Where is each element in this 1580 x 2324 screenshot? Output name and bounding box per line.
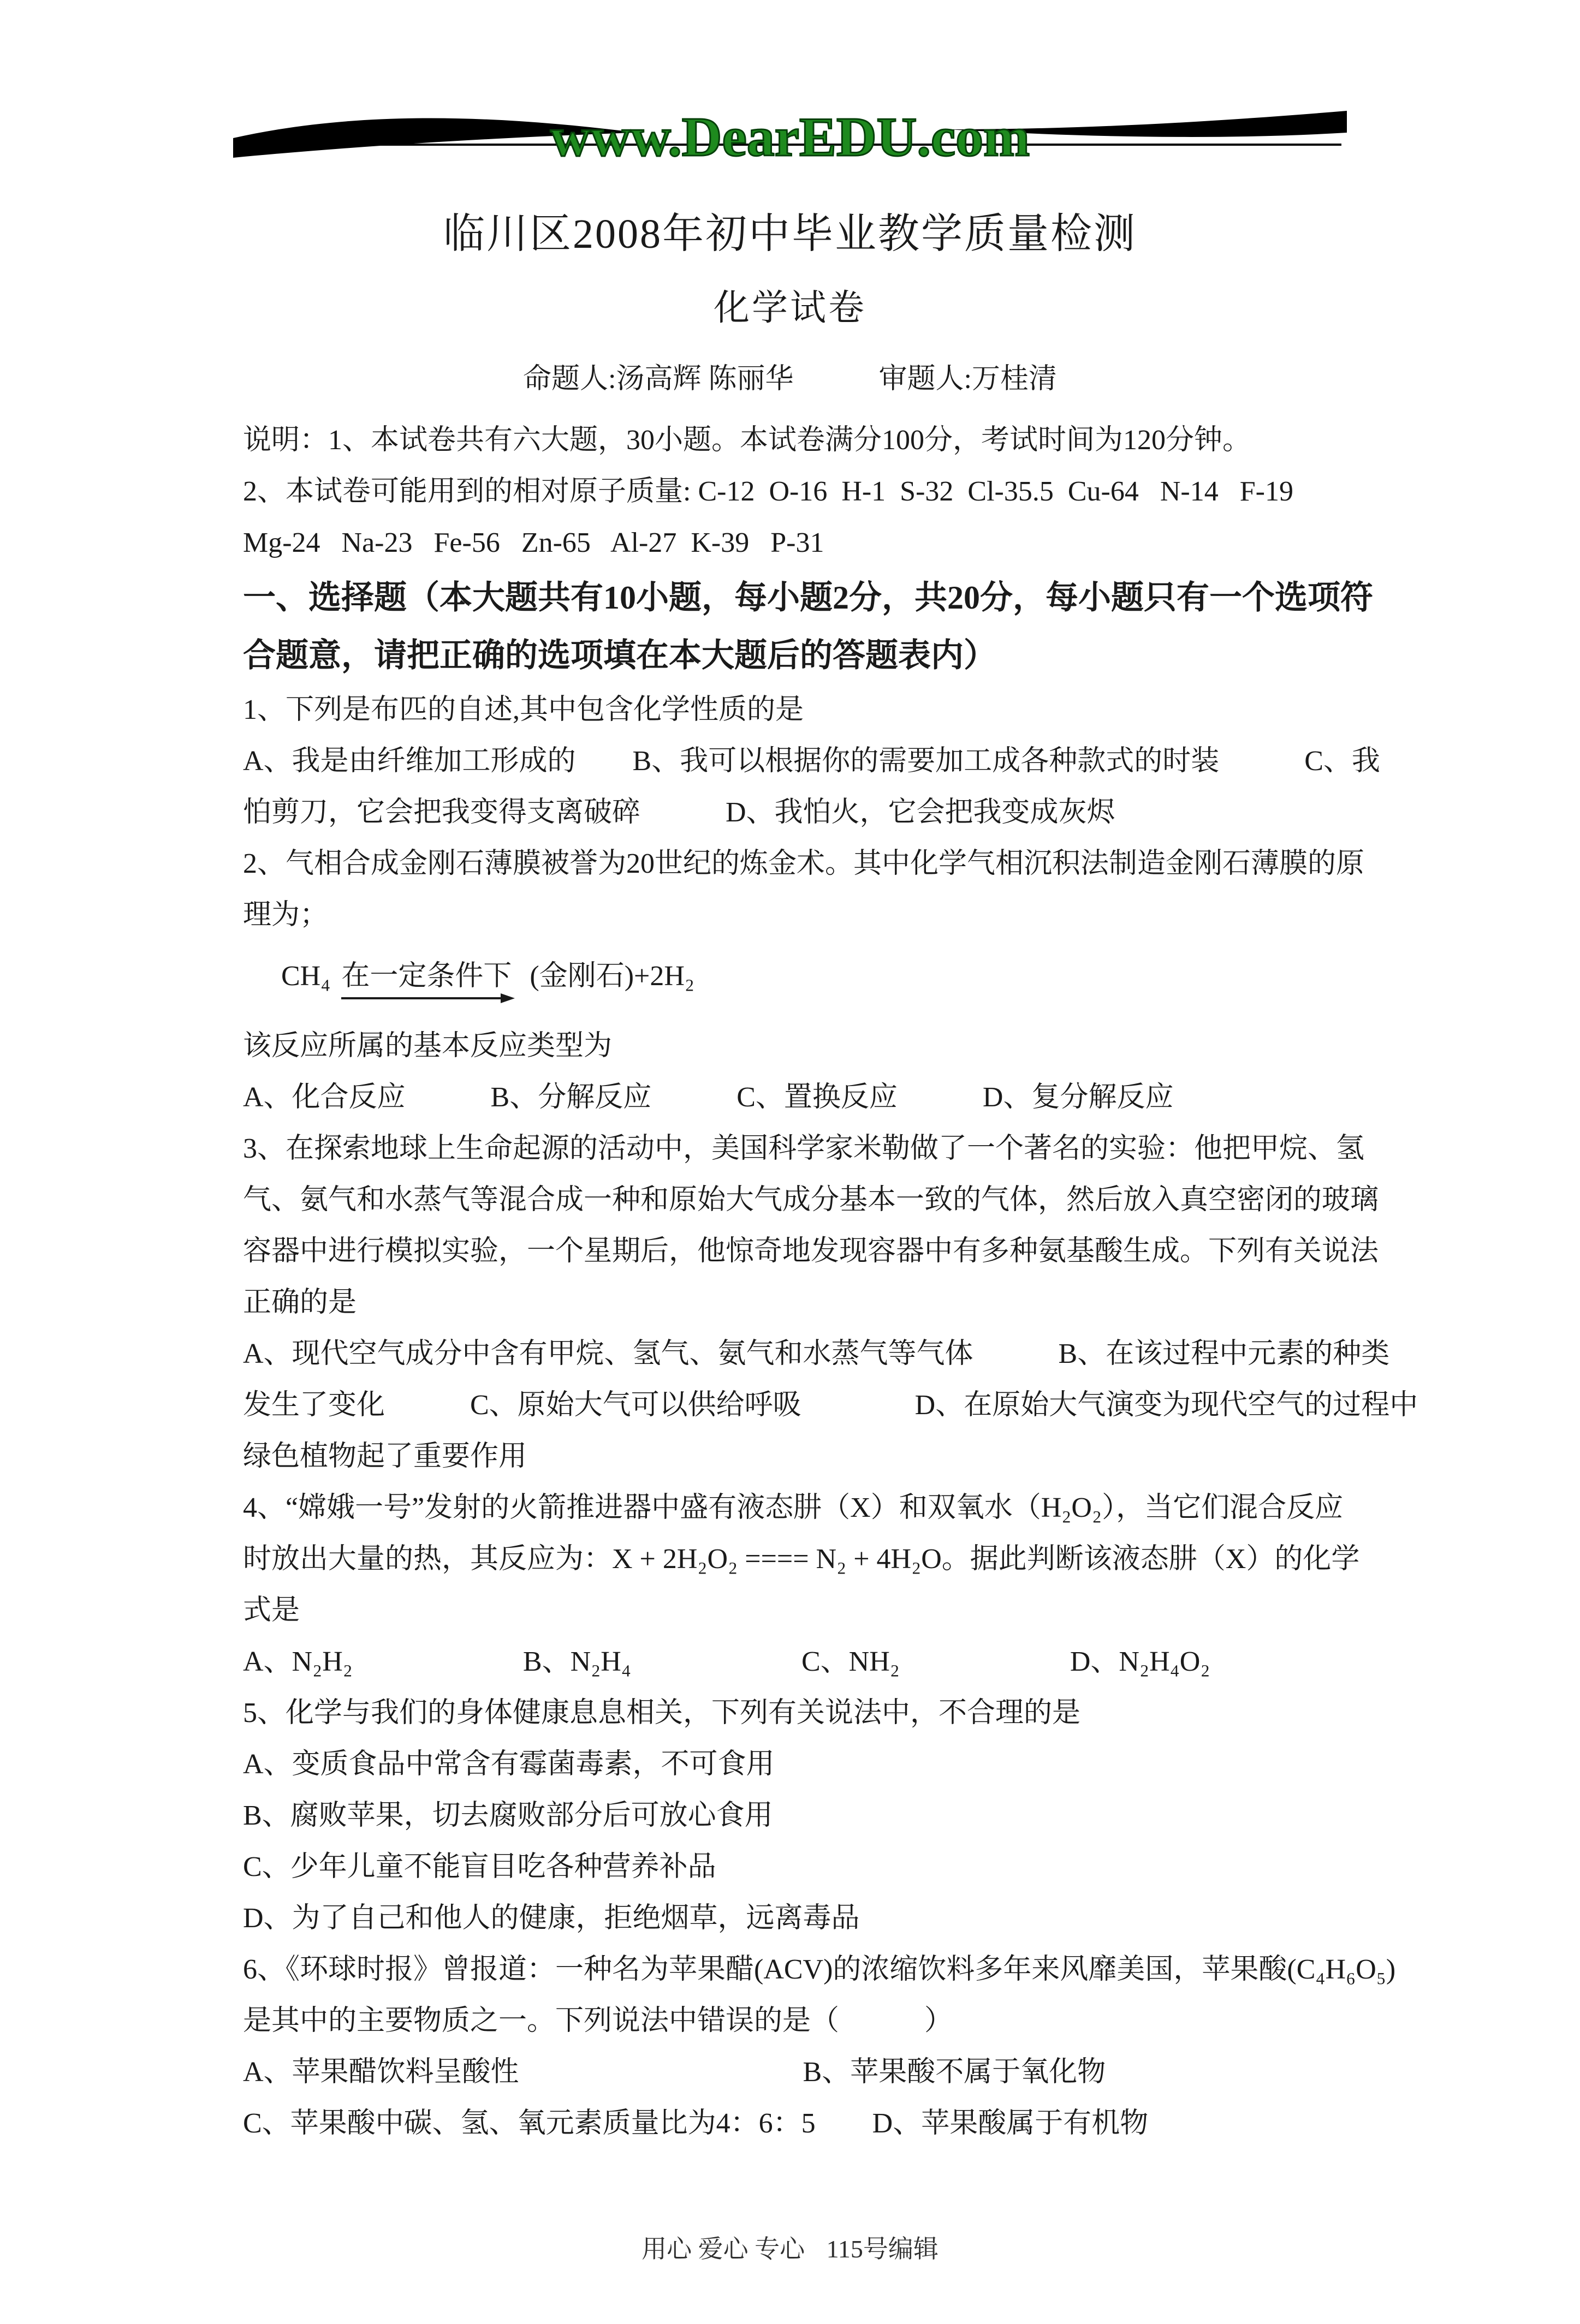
text-line: C、苹果酸中碳、氢、氧元素质量比为4：6：5 D、苹果酸属于有机物 xyxy=(243,2108,1149,2139)
page-footer xyxy=(0,2229,1580,2265)
logo-graphic xyxy=(217,90,1363,172)
text-line: A、我是由纤维加工形成的 B、我可以根据你的需要加工成各种款式的时装 C、我 xyxy=(243,746,1380,777)
text-line: 怕剪刀，它会把我变得支离破碎 D、我怕火，它会把我变成灰烬 xyxy=(243,797,1115,828)
text-line: 1、下列是布匹的自述,其中包含化学性质的是 xyxy=(243,694,804,725)
doc-title: 临川区2008年初中毕业教学质量检测 xyxy=(443,211,1137,257)
text-line: 3、在探索地球上生命起源的活动中，美国科学家米勒做了一个著名的实验：他把甲烷、氢 xyxy=(243,1133,1365,1164)
logo-text: www.DearEDU.com xyxy=(550,106,1030,168)
text-line: 是其中的主要物质之一。下列说法中错误的是（ ） xyxy=(243,2005,953,2036)
text-line: 5、化学与我们的身体健康息息相关，下列有关说法中，不合理的是 xyxy=(243,1697,1081,1729)
chemical-equation xyxy=(243,941,1493,1021)
authors-line: 命题人:汤高辉 陈丽华 审题人:万桂清 xyxy=(523,364,1057,395)
equation-reactant: CH₄ xyxy=(281,961,331,992)
exam-body xyxy=(0,415,1580,2149)
equation-condition-text: 在一定条件下 xyxy=(341,961,512,992)
site-logo xyxy=(217,90,1363,172)
text-line: B、腐败苹果，切去腐败部分后可放心食用 xyxy=(243,1800,773,1831)
text-line: A、苹果醋饮料呈酸性 B、苹果酸不属于氧化物 xyxy=(243,2057,1106,2088)
text-line: A、化合反应 B、分解反应 C、置换反应 D、复分解反应 xyxy=(243,1082,1174,1113)
text-line: 4、“嫦娥一号”发射的火箭推进器中盛有液态肼（X）和双氧水（H₂O₂），当它们混合反应 xyxy=(243,1492,1344,1523)
text-line: 说明：1、本试卷共有六大题，30小题。本试卷满分100分，考试时间为120分钟。 xyxy=(243,425,1251,456)
text-line: 容器中进行模拟实验，一个星期后，他惊奇地发现容器中有多种氨基酸生成。下列有关说法 xyxy=(243,1236,1379,1267)
text-line: 发生了变化 C、原始大气可以供给呼吸 D、在原始大气演变为现代空气的过程中 xyxy=(243,1390,1418,1421)
exam-paper-page xyxy=(0,90,1580,2324)
text-line: 式是 xyxy=(243,1595,300,1626)
text-line: 绿色植物起了重要作用 xyxy=(243,1441,527,1472)
text-line: 2、气相合成金刚石薄膜被誉为20世纪的炼金术。其中化学气相沉积法制造金刚石薄膜的原 xyxy=(243,848,1365,879)
text-line: 气、氨气和水蒸气等混合成一种和原始大气成分基本一致的气体，然后放入真空密闭的玻璃 xyxy=(243,1184,1379,1215)
reaction-arrow-icon xyxy=(341,997,512,999)
text-line: Mg-24 Na-23 Fe-56 Zn-65 Al-27 K-39 P-31 xyxy=(243,527,824,558)
text-line: 理为； xyxy=(243,899,329,931)
doc-subtitle: 化学试卷 xyxy=(714,288,866,328)
text-line: 2、本试卷可能用到的相对原子质量: C-12 O-16 H-1 S-32 Cl-35.5 Cu-64 N-14 F-19 xyxy=(243,476,1293,507)
section-heading-line: 一、选择题（本大题共有10小题，每小题2分，共20分，每小题只有一个选项符 xyxy=(243,580,1373,616)
text-line: 该反应所属的基本反应类型为 xyxy=(243,1030,613,1062)
text-line: 正确的是 xyxy=(243,1287,357,1318)
text-line: D、为了自己和他人的健康，拒绝烟草，远离毒品 xyxy=(243,1903,860,1934)
text-line: A、现代空气成分中含有甲烷、氢气、氨气和水蒸气等气体 B、在该过程中元素的种类 xyxy=(243,1338,1390,1369)
equation-product: (金刚石)+2H₂ xyxy=(522,961,695,992)
section-heading-line: 合题意，请把正确的选项填在本大题后的答题表内） xyxy=(243,637,996,674)
footer-motto: 用心 爱心 专心 xyxy=(641,2235,805,2263)
equation-condition-over-arrow xyxy=(341,960,512,999)
text-line: A、N₂H₂ B、N₂H₄ C、NH₂ D、N₂H₄O₂ xyxy=(243,1646,1210,1677)
text-line: 时放出大量的热，其反应为：X + 2H₂O₂ ==== N₂ + 4H₂O。据此判断该液态肼（X）的化学 xyxy=(243,1544,1360,1575)
text-line: C、少年儿童不能盲目吃各种营养补品 xyxy=(243,1851,716,1882)
text-line: 6、《环球时报》曾报道：一种名为苹果醋(ACV)的浓缩饮料多年来风靡美国，苹果酸(C₄H₆O₅) xyxy=(243,1954,1396,1985)
footer-editor: 115号编辑 xyxy=(826,2235,939,2263)
text-line: A、变质食品中常含有霉菌毒素，不可食用 xyxy=(243,1749,775,1780)
